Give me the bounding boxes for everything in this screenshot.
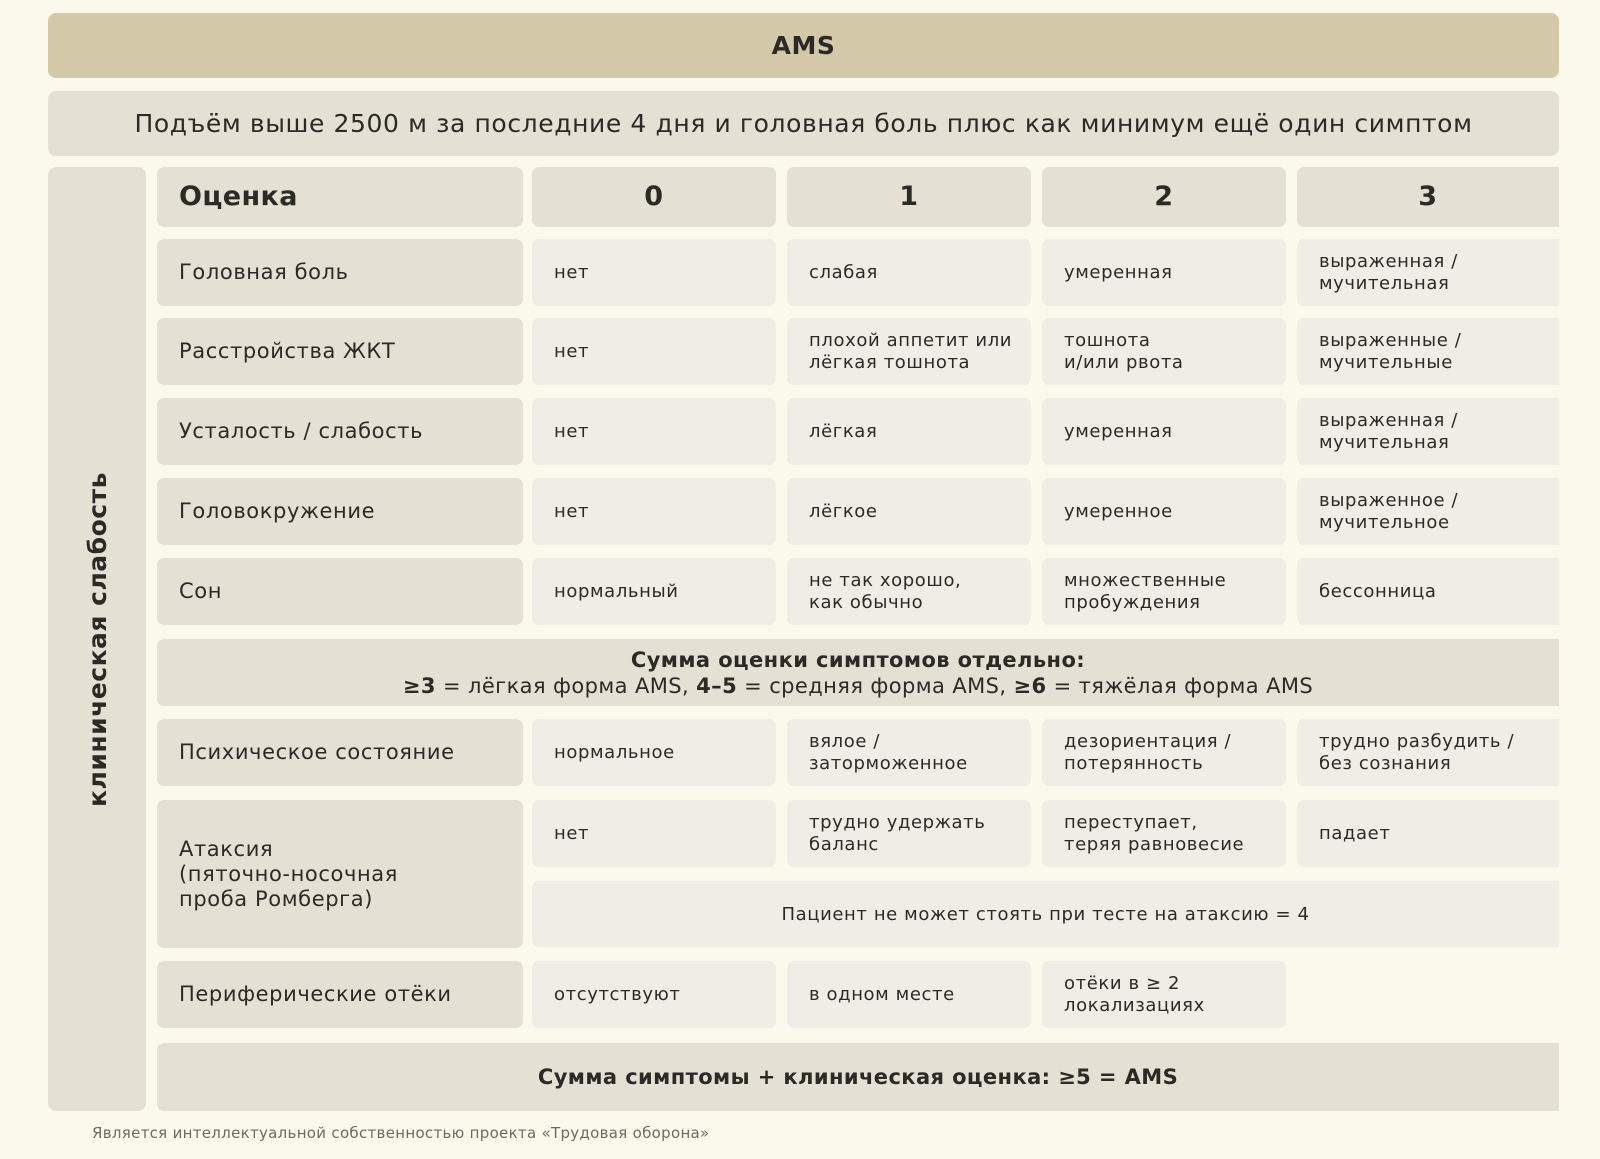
symptom-sum-band bbox=[157, 639, 1559, 706]
cell-sleep-2: множественные пробуждения bbox=[1042, 558, 1286, 625]
row-label-fatigue: Усталость / слабость bbox=[157, 398, 523, 465]
cell-sleep-0: нормальный bbox=[532, 558, 776, 625]
cell-gi-3: выраженные / мучительные bbox=[1297, 318, 1559, 385]
cell-sleep-3: бессонница bbox=[1297, 558, 1559, 625]
criteria-subtitle: Подъём выше 2500 м за последние 4 дня и головная боль плюс как минимум ещё один симптом bbox=[48, 91, 1559, 156]
cell-ataxia-2: переступает, теряя равновесие bbox=[1042, 800, 1286, 867]
row-label-gi: Расстройства ЖКТ bbox=[157, 318, 523, 385]
cell-fatigue-3: выраженная / мучительная bbox=[1297, 398, 1559, 465]
ams-scale bbox=[48, 13, 1559, 1123]
cell-mental-3: трудно разбудить / без сознания bbox=[1297, 719, 1559, 786]
cell-fatigue-2: умеренная bbox=[1042, 398, 1286, 465]
cell-edema-1: в одном месте bbox=[787, 961, 1031, 1028]
row-label-edema: Периферические отёки bbox=[157, 961, 523, 1028]
cell-dizziness-1: лёгкое bbox=[787, 478, 1031, 545]
total-sum-band bbox=[157, 1043, 1559, 1111]
cell-dizziness-2: умеренное bbox=[1042, 478, 1286, 545]
row-label-sleep: Сон bbox=[157, 558, 523, 625]
cell-fatigue-0: нет bbox=[532, 398, 776, 465]
row-label-headache: Головная боль bbox=[157, 239, 523, 306]
cell-mental-1: вялое / заторможенное bbox=[787, 719, 1031, 786]
cell-gi-2: тошнота и/или рвота bbox=[1042, 318, 1286, 385]
side-label-text: клиническая слабость bbox=[82, 471, 112, 807]
cell-fatigue-1: лёгкая bbox=[787, 398, 1031, 465]
cell-headache-3: выраженная / мучительная bbox=[1297, 239, 1559, 306]
cell-gi-1: плохой аппетит или лёгкая тошнота bbox=[787, 318, 1031, 385]
cell-edema-0: отсутствуют bbox=[532, 961, 776, 1028]
page-title: AMS bbox=[48, 13, 1559, 78]
row-label-dizziness: Головокружение bbox=[157, 478, 523, 545]
cell-mental-0: нормальное bbox=[532, 719, 776, 786]
row-label-ataxia: Атаксия (пяточно-носочная проба Ромберга) bbox=[157, 800, 523, 948]
side-label-clinical bbox=[48, 167, 146, 1111]
header-score-3: 3 bbox=[1297, 167, 1559, 227]
symptom-sum-title: Сумма оценки симптомов отдельно: bbox=[630, 647, 1086, 672]
header-score-label: Оценка bbox=[157, 167, 523, 227]
cell-mental-2: дезориентация / потерянность bbox=[1042, 719, 1286, 786]
copyright-footer: Является интеллектуальной собственностью проекта «Трудовая оборона» bbox=[92, 1124, 710, 1142]
cell-ataxia-3: падает bbox=[1297, 800, 1559, 867]
cell-headache-0: нет bbox=[532, 239, 776, 306]
ataxia-note: Пациент не может стоять при тесте на атаксию = 4 bbox=[532, 881, 1559, 947]
header-score-2: 2 bbox=[1042, 167, 1286, 227]
header-score-1: 1 bbox=[787, 167, 1031, 227]
header-score-0: 0 bbox=[532, 167, 776, 227]
cell-dizziness-0: нет bbox=[532, 478, 776, 545]
row-label-mental: Психическое состояние bbox=[157, 719, 523, 786]
cell-ataxia-0: нет bbox=[532, 800, 776, 867]
cell-ataxia-1: трудно удержать баланс bbox=[787, 800, 1031, 867]
cell-headache-2: умеренная bbox=[1042, 239, 1286, 306]
cell-edema-2: отёки в ≥ 2 локализациях bbox=[1042, 961, 1286, 1028]
cell-headache-1: слабая bbox=[787, 239, 1031, 306]
cell-dizziness-3: выраженное / мучительное bbox=[1297, 478, 1559, 545]
cell-sleep-1: не так хорошо, как обычно bbox=[787, 558, 1031, 625]
symptom-sum-thresholds: ≥3 = лёгкая форма AMS, 4–5 = средняя форма AMS, ≥6 = тяжёлая форма AMS bbox=[402, 673, 1314, 698]
total-sum-text: Сумма симптомы + клиническая оценка: ≥5 = AMS bbox=[537, 1065, 1179, 1089]
cell-gi-0: нет bbox=[532, 318, 776, 385]
